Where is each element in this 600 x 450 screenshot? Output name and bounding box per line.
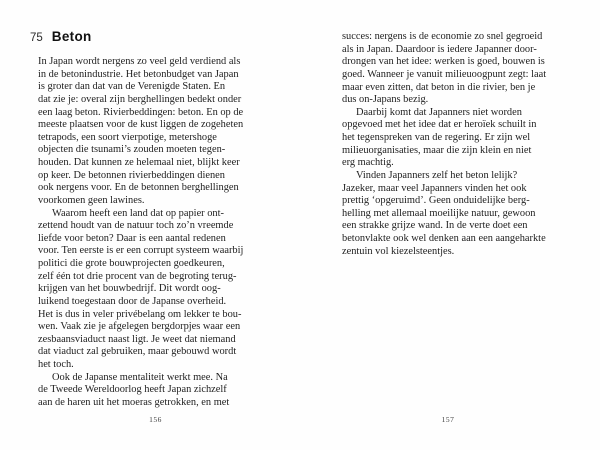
text-line: het tegenspreken van de regering. Er zijn wel [342, 132, 531, 143]
text-line: voorkomen geen lawines. [38, 194, 145, 206]
text-line: het toch. [38, 359, 74, 370]
text-line: aan de haren uit het moeras getrokken, en met [38, 396, 230, 408]
text-line: succes: nergens is de economie zo snel gegroeid [342, 31, 543, 42]
paragraph [38, 208, 273, 372]
left-page-number: 156 [149, 415, 162, 424]
paragraph [38, 372, 273, 410]
text-line: dat viaduct zal gebruiken, maar gebouwd wordt [38, 346, 237, 358]
text-line: prettig ‘opgeruimd’. Geen onduidelijke berg- [342, 195, 530, 207]
text-line: betonvlakte ook wel denken aan een aangeharkte [342, 233, 546, 244]
right-page-body-text [342, 31, 554, 258]
paragraph [342, 107, 554, 170]
text-line: wen. Vaak zie je afgelegen bergdorpjes waar een [38, 321, 241, 333]
text-line: liefde voor beton? Daar is een aantal redenen [38, 232, 226, 244]
text-line: een laag beton. Rivierbeddingen: beton. En op de [38, 106, 244, 118]
text-line: houden. Dat kunnen ze helemaal niet, blijkt keer [38, 157, 240, 168]
text-line: opgevoed met het idee dat er heroïek schuilt in [342, 119, 537, 131]
text-line: erg machtig. [342, 157, 394, 169]
text-line: Ook de Japanse mentaliteit werkt mee. Na [52, 371, 228, 383]
text-line: ook nergens voor. En de betonnen berghellingen [38, 182, 239, 194]
text-line: politici die grote bouwprojecten goedkeuren, [38, 258, 225, 269]
chapter-title: Beton [51, 29, 92, 44]
text-line: Het is dus in veler privébelang om lekker te bou- [38, 308, 242, 320]
text-line: zentuin vol kiezelsteentjes. [342, 245, 455, 257]
text-line: objecten die tsunami’s zouden moeten tegen- [38, 144, 226, 156]
text-line: meeste plaatsen voor de kust liggen de zogeheten [38, 119, 244, 131]
left-page-body-text [38, 56, 273, 410]
text-line: helling met allemaal moeilijke natuur, gewoon [342, 207, 536, 219]
text-line: als in Japan. Daardoor is iedere Japanner door- [342, 43, 537, 55]
text-line: milieuorganisaties, maar die zijn klein en niet [342, 144, 532, 156]
text-line: op keer. De betonnen rivierbeddingen dienen [38, 169, 225, 181]
text-line: tetrapods, een soort vierpotige, metershoge [38, 131, 217, 143]
right-page-number: 157 [441, 415, 455, 424]
paragraph [342, 31, 554, 107]
chapter-number: 75 [30, 32, 43, 44]
text-line: Jazeker, maar veel Japanners vinden het ook [342, 182, 527, 194]
text-line: Waarom heeft een land dat op papier ont- [52, 207, 224, 219]
text-line: voor. Ten eerste is er een corrupt systeem waarbij [38, 245, 244, 257]
text-line: Daarbij komt dat Japanners niet worden [356, 106, 522, 118]
paragraph [38, 56, 273, 208]
text-line: dus on-Japans bezig. [342, 94, 429, 106]
text-line: Vinden Japanners zelf het beton lelijk? [356, 169, 518, 181]
text-line: maar even zitten, dat beton in die rivier, ben je [342, 81, 536, 93]
paragraph [342, 170, 554, 258]
text-line: luikend toegestaan door de Japanse overheid. [38, 295, 227, 307]
text-line: in de betonindustrie. Het betonbudget van Japan [38, 68, 239, 80]
text-line: is groter dan dat van de Verenigde Staten. En [38, 81, 226, 93]
text-line: een strakke grijze wand. In de verte doet een [342, 220, 528, 232]
text-line: krijgen van het bouwbedrijf. Dit wordt oog- [38, 283, 221, 295]
text-line: zettend houdt van de natuur toch zo’n vreemde [38, 220, 234, 232]
text-line: zesbaansviaduct naast ligt. Je weet dat niemand [38, 333, 236, 345]
text-line: dat zie je: overal zijn berghellingen bedekt onder [38, 93, 242, 105]
text-line: drongen van het idee: werken is goed, bouwen is [342, 56, 545, 68]
text-line: In Japan wordt nergens zo veel geld verdiend als [38, 56, 241, 67]
text-line: zelf één tot drie procent van de begroting terug- [38, 270, 237, 282]
text-line: goed. Wanneer je vanuit milieuoogpunt zegt: laat [342, 68, 547, 80]
chapter-header [30, 29, 92, 44]
text-line: de Tweede Wereldoorlog heeft Japan zichzelf [38, 384, 227, 396]
